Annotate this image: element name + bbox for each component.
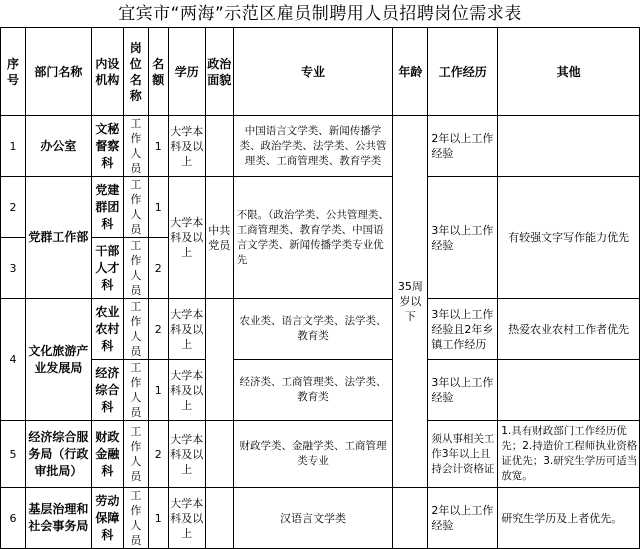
col-header-dept: 部门名称 xyxy=(25,28,91,116)
major-cell: 财政学类、金融学类、工商管理类专业 xyxy=(233,421,393,488)
col-header-political: 政治面貌 xyxy=(205,28,233,116)
quota-cell: 1 xyxy=(148,360,168,421)
edu-cell: 大学本科及以上 xyxy=(168,299,205,360)
position-cell: 工作人员 xyxy=(123,299,148,360)
position-cell: 工作人员 xyxy=(123,488,148,549)
unit-cell: 农业农村科 xyxy=(91,299,123,360)
major-cell: 汉语言文学类 xyxy=(233,488,393,549)
col-header-age: 年龄 xyxy=(393,28,428,116)
other-cell: 研究生学历及上者优先。 xyxy=(498,488,640,549)
table-row xyxy=(1,299,640,360)
major-cell: 不限。（政治学类、公共管理类、工商管理类、教育学类、中国语言文学类、新闻传播学类专业优先 xyxy=(233,177,393,299)
col-header-experience: 工作经历 xyxy=(428,28,498,116)
political-cell xyxy=(205,299,233,421)
quota-cell: 1 xyxy=(148,116,168,177)
political-cell xyxy=(205,488,233,549)
major-cell: 农业类、语言文学类、法学类、教育类 xyxy=(233,299,393,360)
quota-cell: 2 xyxy=(148,421,168,488)
seq-cell: 1 xyxy=(1,116,26,177)
unit-cell: 干部人才科 xyxy=(91,238,123,299)
experience-cell: 3年以上工作经验 xyxy=(428,360,498,421)
position-cell: 工作人员 xyxy=(123,177,148,238)
quota-cell: 2 xyxy=(148,299,168,360)
experience-cell: 须从事相关工作3年以上且持会计资格证 xyxy=(428,421,498,488)
position-cell: 工作人员 xyxy=(123,421,148,488)
dept-cell: 基层治理和社会事务局 xyxy=(25,488,91,549)
seq-cell: 3 xyxy=(1,238,26,299)
seq-cell: 4 xyxy=(1,299,26,421)
table-row xyxy=(1,360,640,421)
edu-cell: 大学本科及以上 xyxy=(168,488,205,549)
quota-cell: 1 xyxy=(148,488,168,549)
experience-cell: 2年以上工作经验 xyxy=(428,116,498,177)
other-cell xyxy=(498,360,640,421)
experience-cell: 3年以上工作经验 xyxy=(428,177,498,299)
unit-cell: 党建群团科 xyxy=(91,177,123,238)
edu-cell: 大学本科及以上 xyxy=(168,421,205,488)
col-header-edu: 学历 xyxy=(168,28,205,116)
seq-cell: 2 xyxy=(1,177,26,238)
unit-cell: 财政金融科 xyxy=(91,421,123,488)
table-row xyxy=(1,488,640,549)
unit-cell: 劳动保障科 xyxy=(91,488,123,549)
age-cell: 35周岁以下 xyxy=(393,116,428,488)
quota-cell: 1 xyxy=(148,177,168,238)
page-title: 宜宾市“两海”示范区雇员制聘用人员招聘岗位需求表 xyxy=(118,4,522,24)
table-row xyxy=(1,116,640,177)
col-header-major: 专业 xyxy=(233,28,393,116)
col-header-position: 岗位名称 xyxy=(123,28,148,116)
col-header-other: 其他 xyxy=(498,28,640,116)
quota-cell: 2 xyxy=(148,238,168,299)
political-cell: 中共党员 xyxy=(205,177,233,299)
other-cell: 1.具有财政部门工作经历优先；2.持造价工程师执业资格证优先；3.研究生学历可适当放宽。 xyxy=(498,421,640,488)
political-cell xyxy=(205,116,233,177)
age-cell-empty xyxy=(393,488,428,549)
edu-cell: 大学本科及以上 xyxy=(168,360,205,421)
recruitment-table xyxy=(0,27,640,549)
dept-cell: 经济综合服务局（行政审批局） xyxy=(25,421,91,488)
major-cell: 中国语言文学类、新闻传播学类、政治学类、法学类、公共管理类、工商管理类、教育学类 xyxy=(233,116,393,177)
col-header-unit: 内设机构 xyxy=(91,28,123,116)
table-row xyxy=(1,177,640,238)
unit-cell: 经济综合科 xyxy=(91,360,123,421)
dept-cell: 办公室 xyxy=(25,116,91,177)
other-cell: 有较强文字写作能力优先 xyxy=(498,177,640,299)
edu-cell: 大学本科及以上 xyxy=(168,116,205,177)
dept-cell: 文化旅游产业发展局 xyxy=(25,299,91,421)
header-row xyxy=(1,28,640,116)
seq-cell: 5 xyxy=(1,421,26,488)
other-cell: 热爱农业农村工作者优先 xyxy=(498,299,640,360)
position-cell: 工作人员 xyxy=(123,116,148,177)
table-row xyxy=(1,421,640,488)
experience-cell: 2年以上工作经验 xyxy=(428,488,498,549)
major-cell: 经济类、工商管理类、法学类、教育类 xyxy=(233,360,393,421)
political-cell xyxy=(205,421,233,488)
dept-cell: 党群工作部 xyxy=(25,177,91,299)
other-cell xyxy=(498,116,640,177)
seq-cell: 6 xyxy=(1,488,26,549)
col-header-quota: 名额 xyxy=(148,28,168,116)
edu-cell: 大学本科及以上 xyxy=(168,177,205,299)
col-header-seq: 序号 xyxy=(1,28,26,116)
position-cell: 工作人员 xyxy=(123,238,148,299)
unit-cell: 文秘督察科 xyxy=(91,116,123,177)
experience-cell: 3年以上工作经验且2年乡镇工作经历 xyxy=(428,299,498,360)
position-cell: 工作人员 xyxy=(123,360,148,421)
